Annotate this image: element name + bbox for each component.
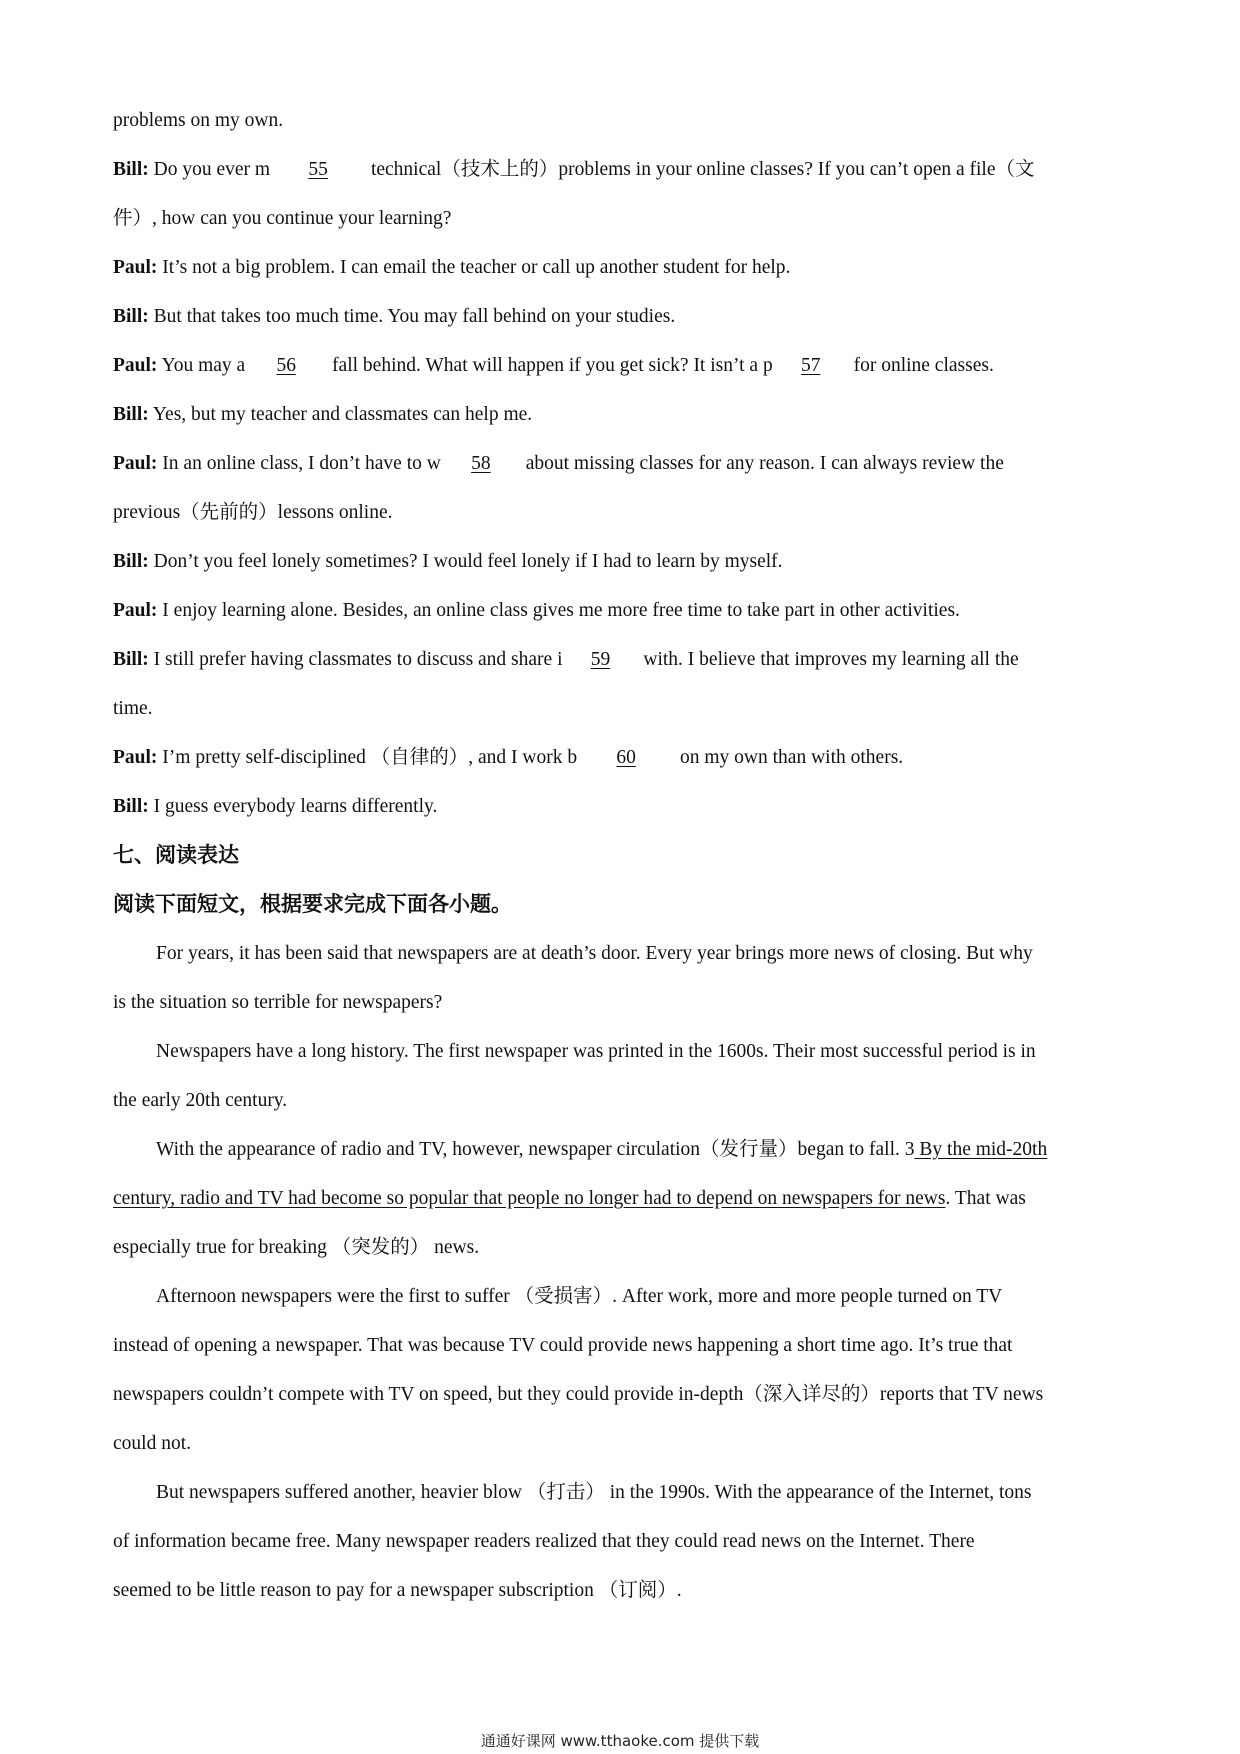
speaker-label: Bill:: [113, 404, 149, 425]
blank-56[interactable]: 56: [276, 355, 296, 376]
section-title: 七、阅读表达: [113, 843, 239, 867]
line-text: Do you ever m: [148, 159, 271, 180]
passage-line: [113, 1125, 1133, 1174]
line-text: But that takes too much time. You may fall behind on your studies.: [148, 306, 676, 327]
dialogue-line: [113, 145, 1133, 194]
line-text: for online classes.: [848, 355, 994, 376]
dialogue-line: previous（先前的）lessons online.: [113, 502, 393, 523]
passage-line: is the situation so terrible for newspapers?: [113, 992, 443, 1013]
dialogue-line: [113, 733, 1133, 782]
speaker-label: Bill:: [113, 159, 149, 180]
passage-line: Newspapers have a long history. The first newspaper was printed in the 1600s. Their most successful period is in: [156, 1041, 1036, 1062]
speaker-label: Paul:: [113, 600, 158, 621]
blank-60[interactable]: 60: [616, 747, 636, 768]
line-text: I guess everybody learns differently.: [148, 796, 438, 817]
line-text: technical（技术上的）problems in your online classes? If you can’t open a file（文: [366, 159, 1035, 180]
dialogue-line: problems on my own.: [113, 110, 284, 131]
dialogue-line: [113, 537, 1133, 586]
line-text: Don’t you feel lonely sometimes? I would feel lonely if I had to learn by myself.: [148, 551, 783, 572]
underlined-sentence: century, radio and TV had become so popular that people no longer had to depend on newspapers for news: [113, 1188, 946, 1209]
passage-line: of information became free. Many newspaper readers realized that they could read news on the Internet. There: [113, 1531, 975, 1552]
speaker-label: Paul:: [113, 747, 158, 768]
document-page: [113, 96, 1133, 1615]
dialogue-line: [113, 635, 1133, 684]
line-text: I still prefer having classmates to discuss and share i: [148, 649, 563, 670]
dialogue-line: [113, 390, 1133, 439]
line-text: with. I believe that improves my learning all the: [638, 649, 1019, 670]
speaker-label: Paul:: [113, 355, 158, 376]
passage-line: instead of opening a newspaper. That was because TV could provide news happening a short time ago. It’s true that: [113, 1335, 1013, 1356]
passage-line: could not.: [113, 1433, 191, 1454]
line-text: You may a: [157, 355, 246, 376]
speaker-label: Bill:: [113, 551, 149, 572]
speaker-label: Paul:: [113, 453, 158, 474]
passage-line: newspapers couldn’t compete with TV on speed, but they could provide in-depth（深入详尽的）reports that TV news: [113, 1384, 1044, 1405]
blank-59[interactable]: 59: [590, 649, 611, 670]
line-text: I’m pretty self-disciplined （自律的）, and I work b: [157, 747, 578, 768]
dialogue-line: [113, 292, 1133, 341]
passage-line: especially true for breaking （突发的） news.: [113, 1237, 480, 1258]
passage-line: For years, it has been said that newspapers are at death’s door. Every year brings more news of closing. But why: [156, 943, 1033, 964]
line-text: Yes, but my teacher and classmates can help me.: [148, 404, 533, 425]
passage-line: the early 20th century.: [113, 1090, 288, 1111]
dialogue-line: [113, 586, 1133, 635]
line-text: fall behind. What will happen if you get sick? It isn’t a p: [327, 355, 773, 376]
speaker-label: Bill:: [113, 306, 149, 327]
dialogue-line: 件）, how can you continue your learning?: [113, 208, 452, 229]
line-text: . That was: [945, 1188, 1026, 1209]
section-instruction: 阅读下面短文，根据要求完成下面各小题。: [113, 892, 512, 916]
underlined-sentence: By the mid-20th: [914, 1139, 1048, 1160]
passage-line: But newspapers suffered another, heavier blow （打击） in the 1990s. With the appearance of the Internet, tons: [156, 1482, 1032, 1503]
speaker-label: Bill:: [113, 649, 149, 670]
speaker-label: Paul:: [113, 257, 158, 278]
line-text: I enjoy learning alone. Besides, an online class gives me more free time to take part in other activities.: [157, 600, 960, 621]
passage-line: Afternoon newspapers were the first to suffer （受损害）. After work, more and more people turned on TV: [156, 1286, 1003, 1307]
line-text: on my own than with others.: [675, 747, 904, 768]
blank-58[interactable]: 58: [471, 453, 491, 474]
page-footer: 通通好课网 www.tthaoke.com 提供下载: [480, 1732, 760, 1750]
dialogue-line: [113, 243, 1133, 292]
line-text: In an online class, I don’t have to w: [157, 453, 441, 474]
passage-line: [113, 1174, 1133, 1223]
passage-line: seemed to be little reason to pay for a newspaper subscription （订阅）.: [113, 1580, 682, 1601]
dialogue-line: [113, 439, 1133, 488]
dialogue-line: time.: [113, 698, 153, 719]
dialogue-line: [113, 782, 1133, 831]
dialogue-line: [113, 341, 1133, 390]
blank-55[interactable]: 55: [308, 159, 328, 180]
blank-57[interactable]: 57: [800, 355, 821, 376]
line-text: It’s not a big problem. I can email the teacher or call up another student for help.: [157, 257, 791, 278]
line-text: With the appearance of radio and TV, however, newspaper circulation（发行量）began to fall. 3: [156, 1139, 915, 1160]
speaker-label: Bill:: [113, 796, 149, 817]
line-text: about missing classes for any reason. I can always review the: [520, 453, 1004, 474]
